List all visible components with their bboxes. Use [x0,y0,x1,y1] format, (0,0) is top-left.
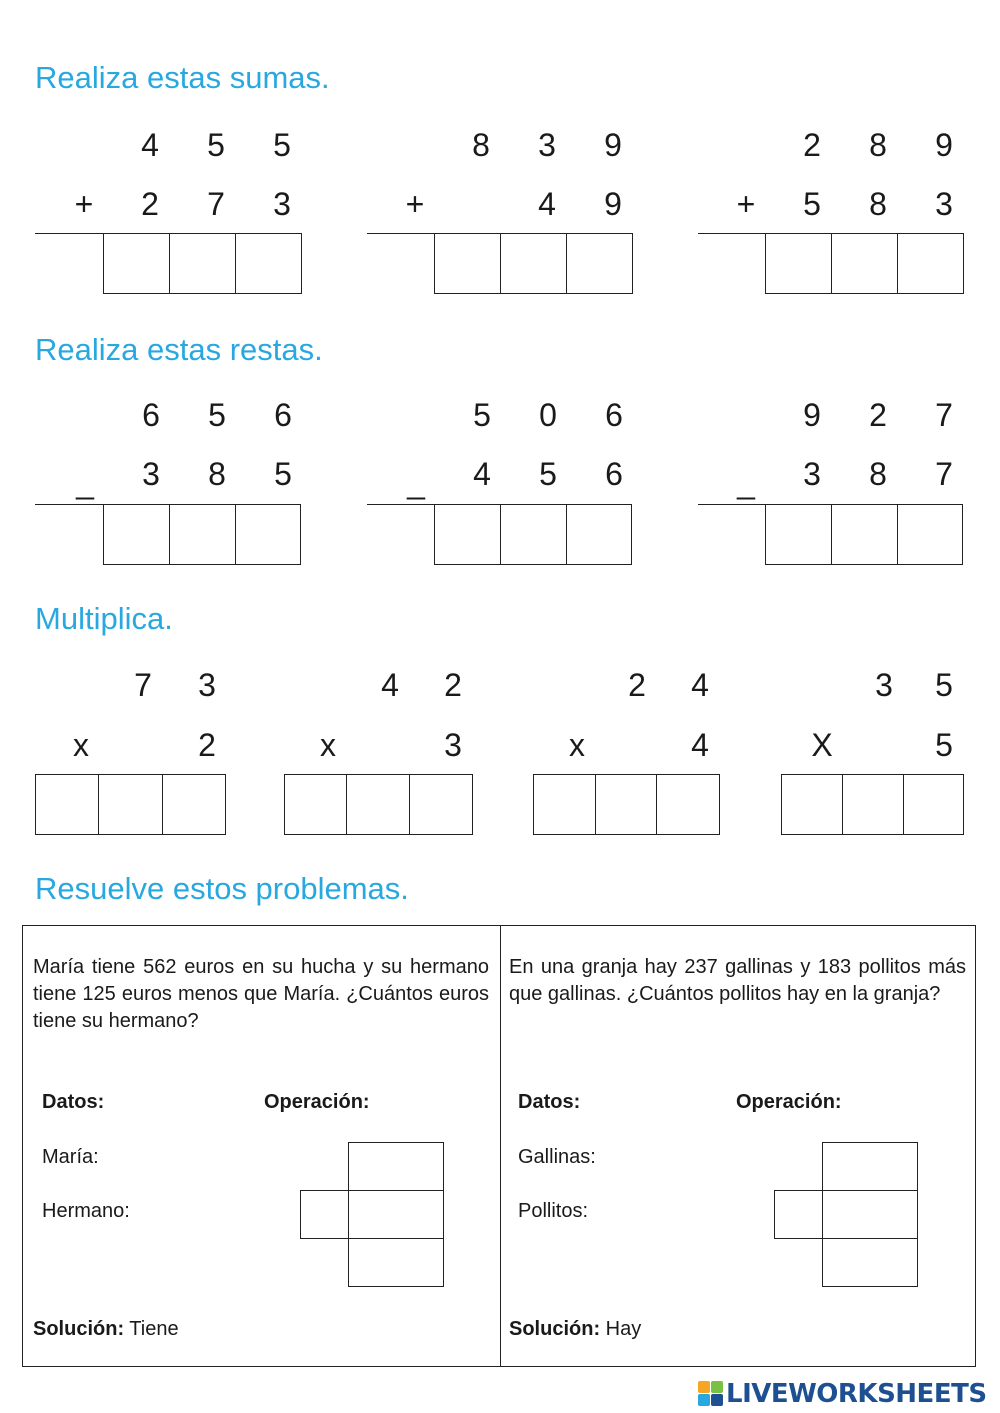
answer-box[interactable] [98,774,163,835]
suma-3-bottom-tens: 8 [869,186,887,222]
answer-box[interactable] [765,504,832,565]
mult-2-sign: x [320,727,336,763]
answer-box[interactable] [103,233,170,294]
answer-box[interactable] [903,774,964,835]
answer-box[interactable] [284,774,347,835]
mult-3-answer [533,774,720,835]
suma-1-top-units: 5 [273,127,291,163]
suma-2-top-hundreds: 8 [472,127,490,163]
resta-1-line [35,504,103,505]
resta-2-bottom-hundreds: 4 [473,456,491,492]
suma-3-top-hundreds: 2 [803,127,821,163]
operation-box[interactable] [822,1190,918,1239]
heading-problemas: Resuelve estos problemas. [35,871,409,906]
problem-1-item1: María: [42,1146,99,1168]
operation-box[interactable] [348,1142,444,1191]
operation-result-box[interactable] [822,1238,918,1287]
heading-multiplica: Multiplica. [35,601,173,636]
problem-2-item1: Gallinas: [518,1146,596,1168]
answer-box[interactable] [169,233,236,294]
suma-1-bottom-tens: 7 [207,186,225,222]
resta-1-top-units: 6 [274,397,292,433]
problem-2-solucion-label: Solución: [509,1318,601,1340]
answer-box[interactable] [765,233,832,294]
answer-box[interactable] [500,233,567,294]
answer-box[interactable] [566,233,633,294]
mult-4-answer [781,774,964,835]
answer-box[interactable] [434,233,501,294]
suma-2-top-tens: 3 [538,127,556,163]
answer-box[interactable] [781,774,843,835]
liveworksheets-logo [698,1378,987,1410]
answer-box[interactable] [409,774,473,835]
mult-1-answer [35,774,226,835]
suma-3-top-units: 9 [935,127,953,163]
mult-4-top-tens: 3 [875,667,893,703]
mult-3-top-units: 4 [691,667,709,703]
suma-2-bottom-units: 9 [604,186,622,222]
mult-4-top-units: 5 [935,667,953,703]
suma-2-sign: + [405,186,425,222]
problem-2-text: En una granja hay 237 gallinas y 183 pollitos más que gallinas. ¿Cuántos pollitos hay en la granja? [509,956,966,1005]
mult-1-sign: x [73,727,89,763]
suma-3-answer [765,233,964,294]
answer-box[interactable] [897,504,963,565]
suma-2-top-units: 9 [604,127,622,163]
resta-3-line [698,504,765,505]
answer-box[interactable] [235,504,301,565]
resta-1-sign: _ [76,464,94,500]
problem-2-solucion [509,1317,641,1341]
problems-table [22,925,976,1367]
operation-box[interactable] [822,1142,918,1191]
answer-box[interactable] [566,504,632,565]
suma-3-sign: + [736,186,756,222]
suma-3-bottom-hundreds: 5 [803,186,821,222]
problem-2-solucion-text: Hay [600,1318,642,1340]
mult-2-top-tens: 4 [381,667,399,703]
answer-box[interactable] [897,233,964,294]
problem-1-datos-label: Datos: [42,1091,105,1113]
suma-1-top-tens: 5 [207,127,225,163]
suma-3-bottom-units: 3 [935,186,953,222]
problem-2-datos-label: Datos: [518,1091,581,1113]
problem-1-solucion [33,1317,179,1341]
resta-1-top-hundreds: 6 [142,397,160,433]
answer-box[interactable] [533,774,596,835]
mult-2-top-units: 2 [444,667,462,703]
liveworksheets-logo-icon [698,1381,724,1407]
resta-1-top-tens: 5 [208,397,226,433]
resta-1-bottom-hundreds: 3 [142,456,160,492]
suma-1-bottom-hundreds: 2 [141,186,159,222]
problem-1-solucion-label: Solución: [33,1318,125,1340]
resta-1-answer [103,504,301,565]
mult-1-factor: 2 [198,727,216,763]
answer-box[interactable] [35,774,99,835]
resta-3-bottom-hundreds: 3 [803,456,821,492]
suma-2-bottom-tens: 4 [538,186,556,222]
resta-3-answer [765,504,963,565]
resta-2-sign: _ [407,464,425,500]
operation-sign-box[interactable] [774,1190,823,1239]
problem-1-solucion-text: Tiene [124,1318,179,1340]
mult-3-factor: 4 [691,727,709,763]
heading-restas: Realiza estas restas. [35,332,323,367]
suma-2-line [367,233,434,234]
operation-box[interactable] [348,1190,444,1239]
mult-3-top-tens: 2 [628,667,646,703]
operation-result-box[interactable] [348,1238,444,1287]
mult-2-factor: 3 [444,727,462,763]
answer-box[interactable] [595,774,657,835]
mult-4-factor: 5 [935,727,953,763]
answer-box[interactable] [831,233,898,294]
suma-1-sign: + [74,186,94,222]
mult-2-answer [284,774,473,835]
answer-box[interactable] [235,233,302,294]
resta-3-sign: _ [737,464,755,500]
answer-box[interactable] [434,504,501,565]
heading-sumas: Realiza estas sumas. [35,60,330,95]
resta-3-top-hundreds: 9 [803,397,821,433]
suma-1-bottom-units: 3 [273,186,291,222]
suma-1-answer [103,233,302,294]
resta-2-top-hundreds: 5 [473,397,491,433]
resta-2-bottom-tens: 5 [539,456,557,492]
resta-2-line [367,504,434,505]
answer-box[interactable] [842,774,904,835]
resta-2-bottom-units: 6 [605,456,623,492]
problem-1-text: María tiene 562 euros en su hucha y su hermano tiene 125 euros menos que María. ¿Cuántos euros tiene su hermano? [33,956,489,1032]
suma-3-top-tens: 8 [869,127,887,163]
resta-1-bottom-units: 5 [274,456,292,492]
resta-3-top-tens: 2 [869,397,887,433]
resta-3-bottom-tens: 8 [869,456,887,492]
operation-sign-box[interactable] [300,1190,349,1239]
suma-1-line [35,233,103,234]
answer-box[interactable] [103,504,170,565]
suma-1-top-hundreds: 4 [141,127,159,163]
answer-box[interactable] [346,774,410,835]
resta-1-bottom-tens: 8 [208,456,226,492]
problems-divider [500,926,501,1366]
problem-2-operacion-label: Operación: [736,1091,842,1113]
answer-box[interactable] [831,504,898,565]
answer-box[interactable] [656,774,720,835]
resta-3-bottom-units: 7 [935,456,953,492]
liveworksheets-logo-text: LIVEWORKSHEETS [726,1379,987,1409]
resta-2-top-units: 6 [605,397,623,433]
mult-4-sign: X [811,727,833,763]
problem-2-item2: Pollitos: [518,1200,589,1222]
problem-1-item2: Hermano: [42,1200,130,1222]
answer-box[interactable] [169,504,236,565]
suma-3-line [698,233,765,234]
mult-3-sign: x [569,727,585,763]
resta-2-top-tens: 0 [539,397,557,433]
resta-2-answer [434,504,632,565]
suma-2-answer [434,233,633,294]
resta-3-top-units: 7 [935,397,953,433]
answer-box[interactable] [162,774,226,835]
mult-1-top-units: 3 [198,667,216,703]
problem-1-operacion-label: Operación: [264,1091,370,1113]
mult-1-top-tens: 7 [134,667,152,703]
answer-box[interactable] [500,504,567,565]
